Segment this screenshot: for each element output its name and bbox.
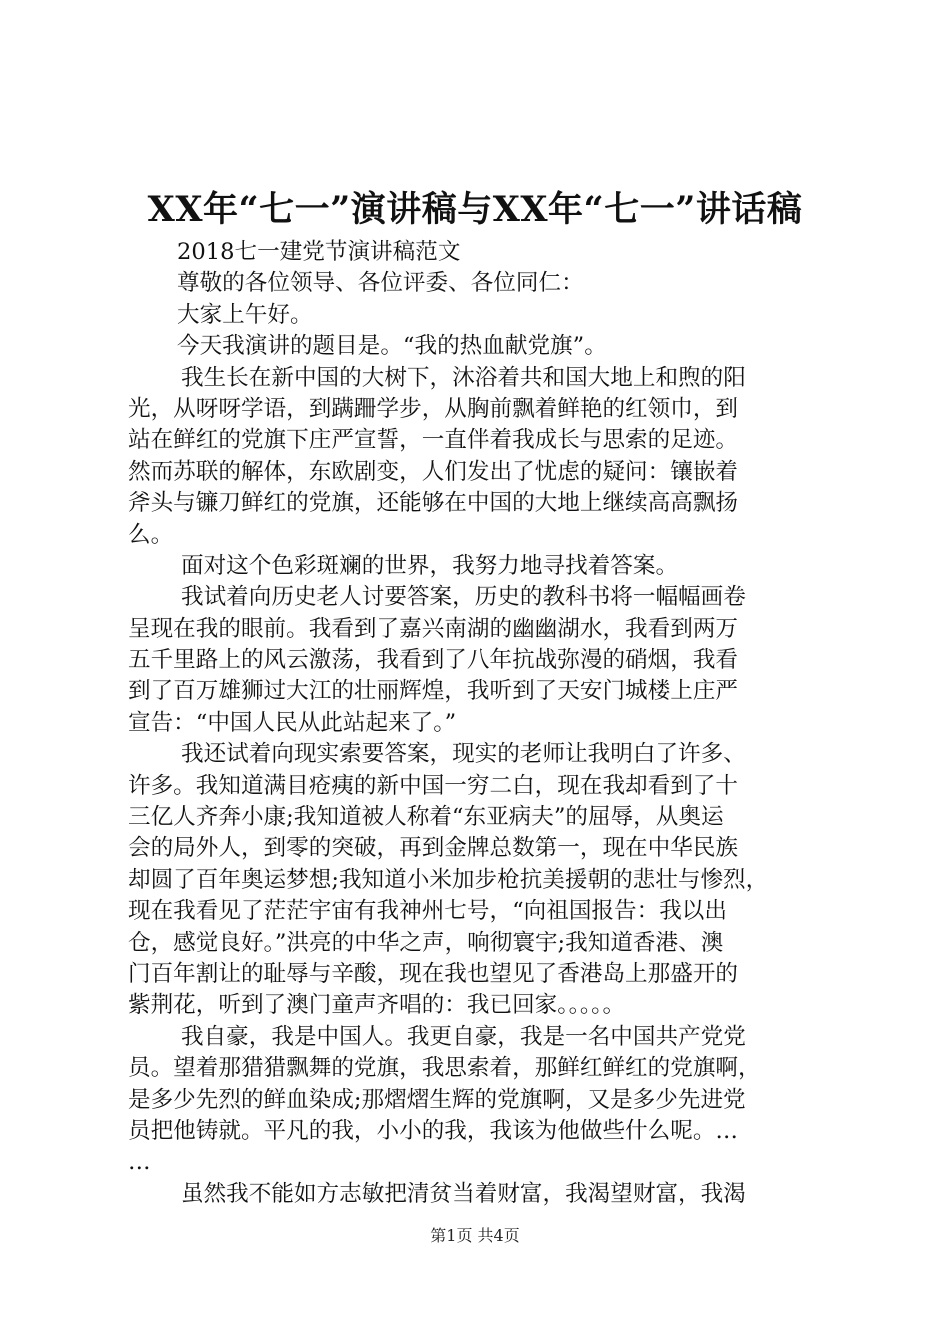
body-line: 虽然我不能如方志敏把清贫当着财富，我渴望财富，我渴 bbox=[181, 1180, 746, 1207]
body-line: 大家上午好。 bbox=[177, 301, 313, 328]
document-body bbox=[128, 237, 840, 1210]
body-line: 宣告：“中国人民从此站起来了。” bbox=[128, 709, 457, 736]
body-line: 我生长在新中国的大树下，沐浴着共和国大地上和煦的阳 bbox=[181, 364, 746, 391]
body-line: 五千里路上的风云激荡，我看到了八年抗战弥漫的硝烟，我看 bbox=[128, 647, 739, 674]
body-line: 尊敬的各位领导、各位评委、各位同仁： bbox=[177, 270, 584, 297]
body-line: 站在鲜红的党旗下庄严宣誓，一直伴着我成长与思索的足迹。 bbox=[128, 427, 739, 454]
page-footer: 第1页 共4页 bbox=[430, 1226, 520, 1245]
body-line: 现在我看见了茫茫宇宙有我神州七号，“向祖国报告：我以出 bbox=[128, 898, 727, 925]
body-line: 会的局外人，到零的突破，再到金牌总数第一，现在中华民族 bbox=[128, 835, 739, 862]
body-line: 仓，感觉良好。”洪亮的中华之声，响彻寰宇;我知道香港、澳 bbox=[128, 929, 724, 956]
body-line: 2018七一建党节演讲稿范文 bbox=[177, 239, 461, 265]
body-line: 光，从呀呀学语，到蹒跚学步，从胸前飘着鲜艳的红领巾，到 bbox=[128, 395, 739, 422]
body-line: 面对这个色彩斑斓的世界，我努力地寻找着答案。 bbox=[181, 552, 679, 579]
body-line: 斧头与镰刀鲜红的党旗，还能够在中国的大地上继续高高飘扬 bbox=[128, 490, 739, 517]
body-line: 我自豪，我是中国人。我更自豪，我是一名中国共产党党 bbox=[181, 1023, 746, 1050]
body-line: 三亿人齐奔小康;我知道被人称着“东亚病夫”的屈辱，从奥运 bbox=[128, 804, 724, 831]
body-line: 却圆了百年奥运梦想;我知道小米加步枪抗美援朝的悲壮与惨烈， bbox=[128, 866, 769, 893]
body-line: 今天我演讲的题目是。“我的热血献党旗”。 bbox=[177, 333, 607, 360]
body-line: 我试着向历史老人讨要答案，历史的教科书将一幅幅画卷 bbox=[181, 584, 746, 611]
body-line: 员把他铸就。平凡的我，小小的我，我该为他做些什么呢。… bbox=[128, 1117, 739, 1144]
document-title: XX年“七一”演讲稿与XX年“七一”讲话稿 bbox=[147, 189, 803, 230]
body-line: 到了百万雄狮过大江的壮丽辉煌，我听到了天安门城楼上庄严 bbox=[128, 678, 739, 705]
body-line: 是多少先烈的鲜血染成;那熠熠生辉的党旗啊，又是多少先进党 bbox=[128, 1086, 746, 1113]
body-line: 员。望着那猎猎飘舞的党旗，我思索着，那鲜红鲜红的党旗啊， bbox=[128, 1055, 761, 1082]
body-line: 紫荆花，听到了澳门童声齐唱的：我已回家。。。。。 bbox=[128, 992, 626, 1019]
body-line: 我还试着向现实索要答案，现实的老师让我明白了许多、 bbox=[181, 741, 746, 768]
body-line: 门百年割让的耻辱与辛酸，现在我也望见了香港岛上那盛开的 bbox=[128, 960, 739, 987]
body-line: 然而苏联的解体，东欧剧变，人们发出了忧虑的疑问：镶嵌着 bbox=[128, 458, 739, 485]
body-line: 许多。我知道满目疮痍的新中国一穷二白，现在我却看到了十 bbox=[128, 772, 739, 799]
body-line: 呈现在我的眼前。我看到了嘉兴南湖的幽幽湖水，我看到两万 bbox=[128, 615, 739, 642]
body-line: 么。 bbox=[128, 521, 174, 548]
body-line: … bbox=[128, 1149, 151, 1176]
